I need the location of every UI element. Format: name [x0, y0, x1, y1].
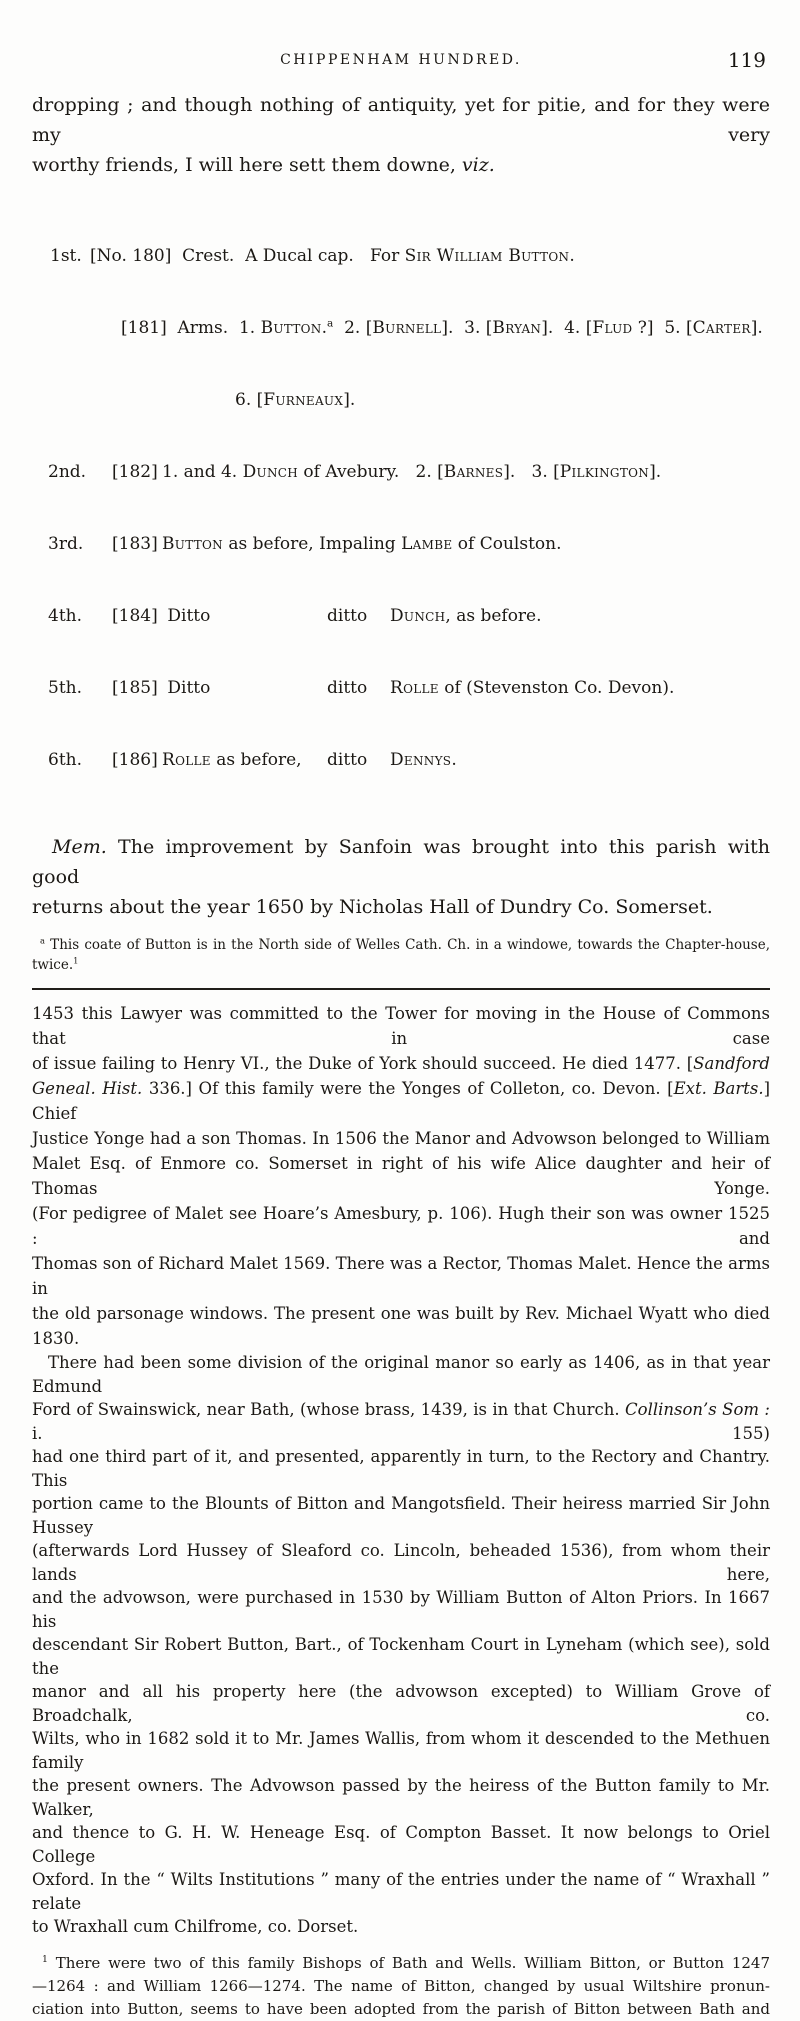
section-divider [32, 988, 770, 990]
footnote-1 [32, 1952, 770, 2021]
text-line: returns about the year 1650 by Nicholas Hall of Dundry Co. Somerset. [32, 896, 713, 918]
text-line: portion came to the Blounts of Bitton and Mangotsfield. Their heiress married Sir John Hussey [32, 1494, 770, 1537]
text-line: dropping ; and though nothing of antiquity, yet for pitie, and for they were my very [32, 94, 770, 146]
text-line: descendant Sir Robert Button, Bart., of Tockenham Court in Lyneham (which see), sold the [32, 1635, 770, 1678]
list-text: 6. [Furneaux]. [235, 390, 356, 410]
page-title: CHIPPENHAM HUNDRED. [280, 52, 522, 68]
text-line: and the advowson, were purchased in 1530 by William Button of Alton Priors. In 1667 his [32, 1588, 770, 1631]
main-paragraph-2 [32, 1351, 770, 1939]
mem-paragraph [32, 832, 770, 922]
armorial-list [32, 196, 770, 820]
list-ordinal: 6th. [48, 750, 82, 770]
list-text: Rolle of (Stevenston Co. Devon). [390, 678, 675, 698]
list-text: Dunch, as before. [390, 606, 542, 626]
list-item [32, 460, 770, 484]
list-item [32, 604, 770, 628]
running-header [32, 48, 770, 76]
text-line: There had been some division of the original manor so early as 1406, as in that year Edmund [32, 1353, 770, 1396]
text-line: Wilts, who in 1682 sold it to Mr. James Wallis, from whom it descended to the Methuen family [32, 1729, 770, 1772]
text-line: the present owners. The Advowson passed by the heiress of the Button family to Mr. Walker, [32, 1776, 770, 1819]
text-line: Mem. The improvement by Sanfoin was brought into this parish with good [32, 836, 770, 888]
list-ordinal: 4th. [48, 606, 82, 626]
list-number: [186] [112, 750, 158, 770]
list-number: [182] [112, 462, 158, 482]
text-line: ciation into Button, seems to have been adopted from the parish of Bitton between Bath and [32, 1999, 770, 2018]
list-text: 1. and 4. Dunch of Avebury. 2. [Barnes]. 3. [Pilkington]. [162, 462, 662, 482]
list-number: [185] [112, 678, 158, 698]
list-text: ditto [327, 750, 368, 770]
list-text: Ditto [162, 678, 211, 698]
list-item [32, 748, 770, 772]
list-number: [184] [112, 606, 158, 626]
list-item [32, 316, 770, 340]
list-item [32, 676, 770, 700]
list-ordinal: 5th. [48, 678, 82, 698]
list-text: ditto [327, 606, 368, 626]
text-line: Oxford. In the “ Wilts Institutions ” many of the entries under the name of “ Wraxhall ” relate [32, 1870, 770, 1913]
text-line: —1264 : and William 1266—1274. The name of Bitton, changed by usual Wiltshire pronun- [32, 1976, 770, 1995]
text-line: manor and all his property here (the advowson excepted) to William Grove of Broadchalk, co. [32, 1682, 770, 1725]
list-text: Button as before, Impaling Lambe of Coulston. [162, 534, 562, 554]
text-line: 1453 this Lawyer was committed to the Tower for moving in the House of Commons that in case [32, 1004, 770, 1048]
text-line: Ford of Swainswick, near Bath, (whose brass, 1439, is in that Church. Collinson’s Som : i. 155) [32, 1400, 770, 1443]
text-line: Justice Yonge had a son Thomas. In 1506 the Manor and Advowson belonged to William [32, 1129, 770, 1148]
text-line: Malet Esq. of Enmore co. Somerset in right of his wife Alice daughter and heir of Thomas Yonge. [32, 1154, 770, 1198]
list-ordinal: 2nd. [48, 462, 87, 482]
main-paragraph-1 [32, 1001, 770, 1351]
text-line: Geneal. Hist. 336.] Of this family were the Yonges of Colleton, co. Devon. [Ext. Barts.] Chief [32, 1079, 771, 1123]
list-item [32, 532, 770, 556]
list-text: Dennys. [390, 750, 457, 770]
list-ordinal: 3rd. [48, 534, 84, 554]
text-line: of issue failing to Henry VI., the Duke of York should succeed. He died 1477. [Sandford [32, 1054, 770, 1073]
text-line: (afterwards Lord Hussey of Sleaford co. Lincoln, beheaded 1536), from whom their lands here, [32, 1541, 770, 1584]
text-line: to Wraxhall cum Chilfrome, co. Dorset. [32, 1917, 359, 1936]
text-line: (For pedigree of Malet see Hoare’s Amesbury, p. 106). Hugh their son was owner 1525 : and [32, 1204, 770, 1248]
text-line: $^a$ This coate of Button is in the North side of Welles Cath. Ch. in a windowe, towards the Chapter-house, twice.$^1$ [32, 935, 770, 973]
list-text: [No. 180] Crest. A Ducal cap. For Sir William Button. [90, 246, 575, 266]
list-ordinal: 1st. [50, 246, 82, 266]
list-item [32, 244, 770, 268]
list-text: [181] Arms. 1. Button.$^a$ 2. [Burnell]. 3. [Bryan]. 4. [Flud ?] 5. [Carter]. [121, 317, 763, 338]
list-item [32, 388, 770, 412]
page-number: 119 [727, 48, 766, 72]
text-line: and thence to G. H. W. Heneage Esq. of Compton Basset. It now belongs to Oriel College [32, 1823, 770, 1866]
text-line: Thomas son of Richard Malet 1569. There was a Rector, Thomas Malet. Hence the arms in [32, 1254, 770, 1298]
text-line: had one third part of it, and presented, apparently in turn, to the Rectory and Chantry. This [32, 1447, 770, 1490]
list-text: ditto [327, 678, 368, 698]
text-line: worthy friends, I will here sett them downe, viz. [32, 154, 495, 176]
list-text: Ditto [162, 606, 211, 626]
intro-paragraph [32, 90, 770, 180]
text-line: $^1$ There were two of this family Bishops of Bath and Wells. William Bitton, or Button 1247 [42, 1953, 770, 1972]
list-number: [183] [112, 534, 158, 554]
list-text: Rolle as before, [162, 750, 302, 770]
text-line: the old parsonage windows. The present one was built by Rev. Michael Wyatt who died 1830. [32, 1304, 770, 1348]
footnote-a [32, 935, 770, 975]
